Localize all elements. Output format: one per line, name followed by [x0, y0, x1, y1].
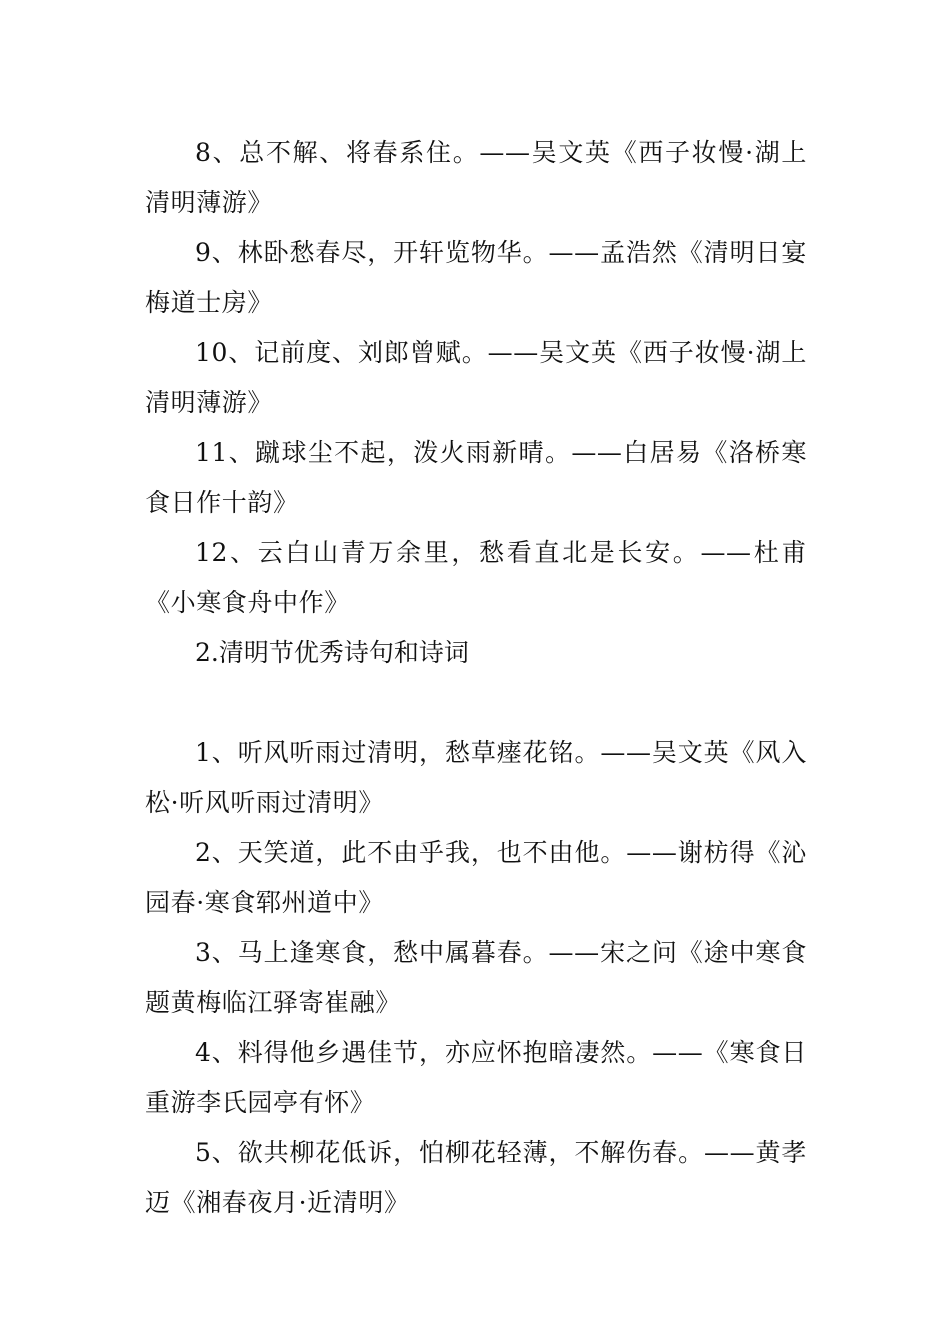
poem-line-4: 4、料得他乡遇佳节，亦应怀抱暗凄然。——《寒食日重游李氏园亭有怀》	[145, 1038, 807, 1117]
poem-line-5: 5、欲共柳花低诉，怕柳花轻薄，不解伤春。——黄孝迈《湘春夜月·近清明》	[145, 1138, 807, 1217]
blank-line	[145, 678, 807, 728]
poem-line-10: 10、记前度、刘郎曾赋。——吴文英《西子妆慢·湖上清明薄游》	[145, 338, 807, 417]
poem-line-1: 1、听风听雨过清明，愁草瘗花铭。——吴文英《风入松·听风听雨过清明》	[145, 738, 807, 817]
poem-line-12: 12、云白山青万余里，愁看直北是长安。——杜甫《小寒食舟中作》	[145, 538, 807, 617]
poem-line-11: 11、蹴球尘不起，泼火雨新晴。——白居易《洛桥寒食日作十韵》	[145, 438, 807, 517]
poem-line-9: 9、林卧愁春尽，开轩览物华。——孟浩然《清明日宴梅道士房》	[145, 238, 807, 317]
section-heading: 2.清明节优秀诗句和诗词	[195, 638, 469, 667]
poem-line-8: 8、总不解、将春系住。——吴文英《西子妆慢·湖上清明薄游》	[145, 138, 807, 217]
poem-line-2: 2、天笑道，此不由乎我，也不由他。——谢枋得《沁园春·寒食郓州道中》	[145, 838, 807, 917]
document-body	[145, 128, 807, 1228]
poem-line-3: 3、马上逢寒食，愁中属暮春。——宋之问《途中寒食题黄梅临江驿寄崔融》	[145, 938, 807, 1017]
